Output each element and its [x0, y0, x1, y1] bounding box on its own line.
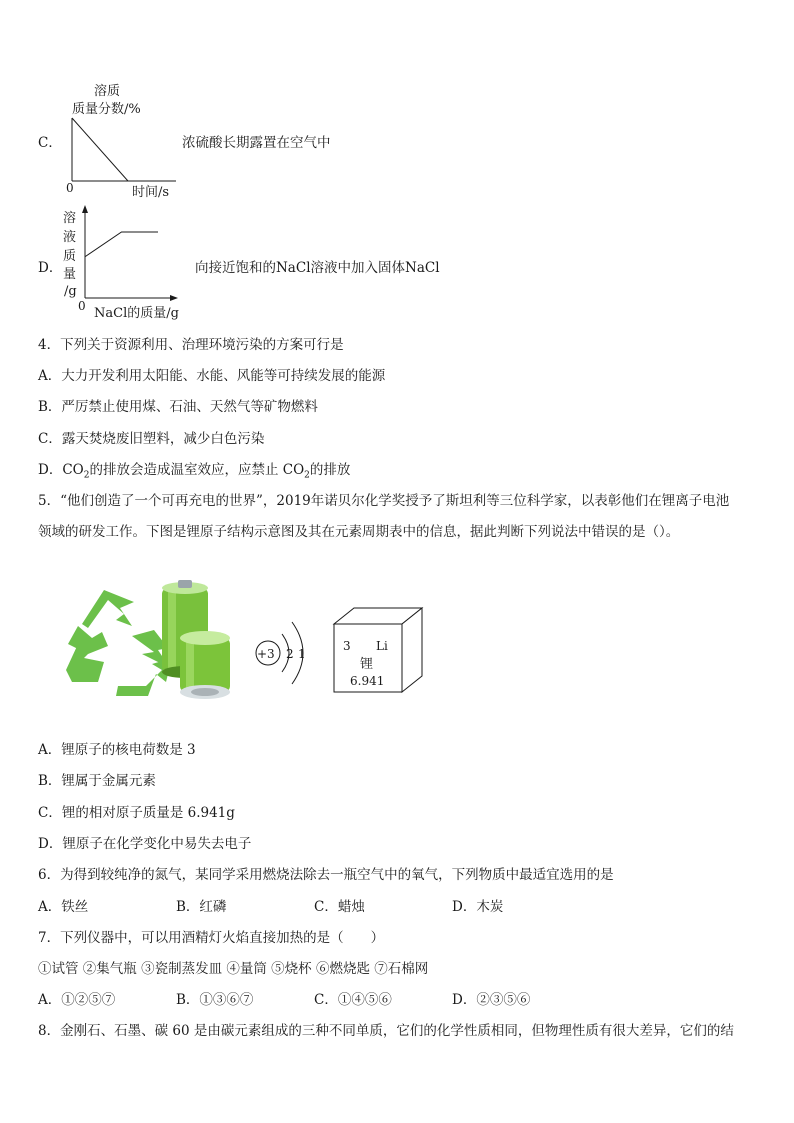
- q6-option-b: B．红磷: [176, 899, 227, 915]
- chart-d-ylabel-1: 液: [63, 230, 77, 245]
- q7-option-a: A．①②⑤⑦: [38, 992, 116, 1008]
- option-d-caption: 向接近饱和的NaCl溶液中加入固体NaCl: [195, 260, 440, 276]
- q5-option-c: C．锂的相对原子质量是 6.941g: [38, 805, 235, 821]
- q5-option-d: D．锂原子在化学变化中易失去电子: [38, 836, 252, 852]
- q5-stem-line1: 5．“他们创造了一个可再充电的世界”，2019年诺贝尔化学奖授予了斯坦利等三位科学家，以表彰他们在锂离子电池: [38, 493, 730, 509]
- chart-d-x-arrow: [170, 295, 178, 301]
- element-name: 锂: [360, 657, 374, 672]
- q7-option-b: B．①③⑥⑦: [176, 992, 254, 1008]
- battery-short-icon: [180, 631, 230, 699]
- chart-c-series-line: [72, 118, 128, 181]
- nucleus-charge: +3: [257, 647, 275, 661]
- q7-option-d: D．②③⑤⑥: [452, 992, 531, 1008]
- q5-stem-line2: 领域的研发工作。下图是锂原子结构示意图及其在元素周期表中的信息，据此判断下列说法中错误的是（）。: [38, 524, 680, 540]
- chart-d-y-arrow: [82, 205, 88, 213]
- chart-c-xlabel: 时间/s: [132, 185, 170, 200]
- q4-option-a: A．大力开发利用太阳能、水能、风能等可持续发展的能源: [38, 368, 386, 384]
- chart-d-ylabel-0: 溶: [63, 211, 77, 226]
- chart-c-ylabel-line1: 溶质: [94, 84, 121, 99]
- recycle-battery-illustration: [58, 578, 244, 706]
- q8-stem: 8．金刚石、石墨、碳 60 是由碳元素组成的三种不同单质，它们的化学性质相同，但物理性质有很大差异，它们的结: [38, 1023, 734, 1039]
- q4-option-c: C．露天焚烧废旧塑料，减少白色污染: [38, 431, 265, 447]
- q4-stem: 4．下列关于资源利用、治理环境污染的方案可行是: [38, 337, 344, 353]
- q7-stem: 7．下列仪器中，可以用酒精灯火焰直接加热的是（ ）: [38, 930, 385, 946]
- q6-option-d: D．木炭: [452, 899, 504, 915]
- q6-option-a: A．铁丝: [38, 899, 89, 915]
- chart-d-origin: 0: [78, 299, 86, 313]
- element-symbol: Li: [376, 639, 388, 653]
- element-cell-lithium: [330, 604, 426, 696]
- option-c-caption: 浓硫酸长期露置在空气中: [182, 135, 331, 151]
- chart-d-ylabel-2: 质: [63, 249, 77, 264]
- chart-d-xlabel: NaCl的质量/g: [94, 306, 179, 321]
- chart-d-ylabel-4: /g: [64, 284, 77, 299]
- chart-c-origin: 0: [66, 181, 74, 195]
- q7-option-c: C．①④⑤⑥: [314, 992, 392, 1008]
- q5-option-a: A．锂原子的核电荷数是 3: [38, 742, 196, 758]
- q7-items: ①试管 ②集气瓶 ③瓷制蒸发皿 ④量筒 ⑤烧杯 ⑥燃烧匙 ⑦石棉网: [38, 961, 429, 977]
- shell-1-electrons: 2: [286, 647, 294, 661]
- chart-c-ylabel-line2: 质量分数/%: [72, 102, 141, 117]
- shell-2-electrons: 1: [298, 647, 306, 661]
- q4-option-b: B．严厉禁止使用煤、石油、天然气等矿物燃料: [38, 399, 318, 415]
- chart-d: [58, 202, 198, 324]
- q5-option-b: B．锂属于金属元素: [38, 773, 156, 789]
- atomic-mass: 6.941: [350, 674, 385, 688]
- q6-stem: 6．为得到较纯净的氮气，某同学采用燃烧法除去一瓶空气中的氧气，下列物质中最适宜选用的是: [38, 867, 614, 883]
- option-c-letter: C．: [38, 135, 62, 151]
- lithium-atom-diagram: [248, 608, 326, 692]
- q4-option-d: D．$CO_2$的排放会造成温室效应，应禁止 $CO_2$的排放: [38, 462, 351, 481]
- chart-c: [60, 82, 190, 200]
- option-d-letter: D．: [38, 260, 63, 276]
- recycle-arrows-icon: [66, 590, 172, 696]
- q6-option-c: C．蜡烛: [314, 899, 365, 915]
- chart-d-series-line: [85, 232, 158, 257]
- chart-d-ylabel-3: 量: [63, 267, 77, 282]
- atomic-number: 3: [343, 639, 351, 653]
